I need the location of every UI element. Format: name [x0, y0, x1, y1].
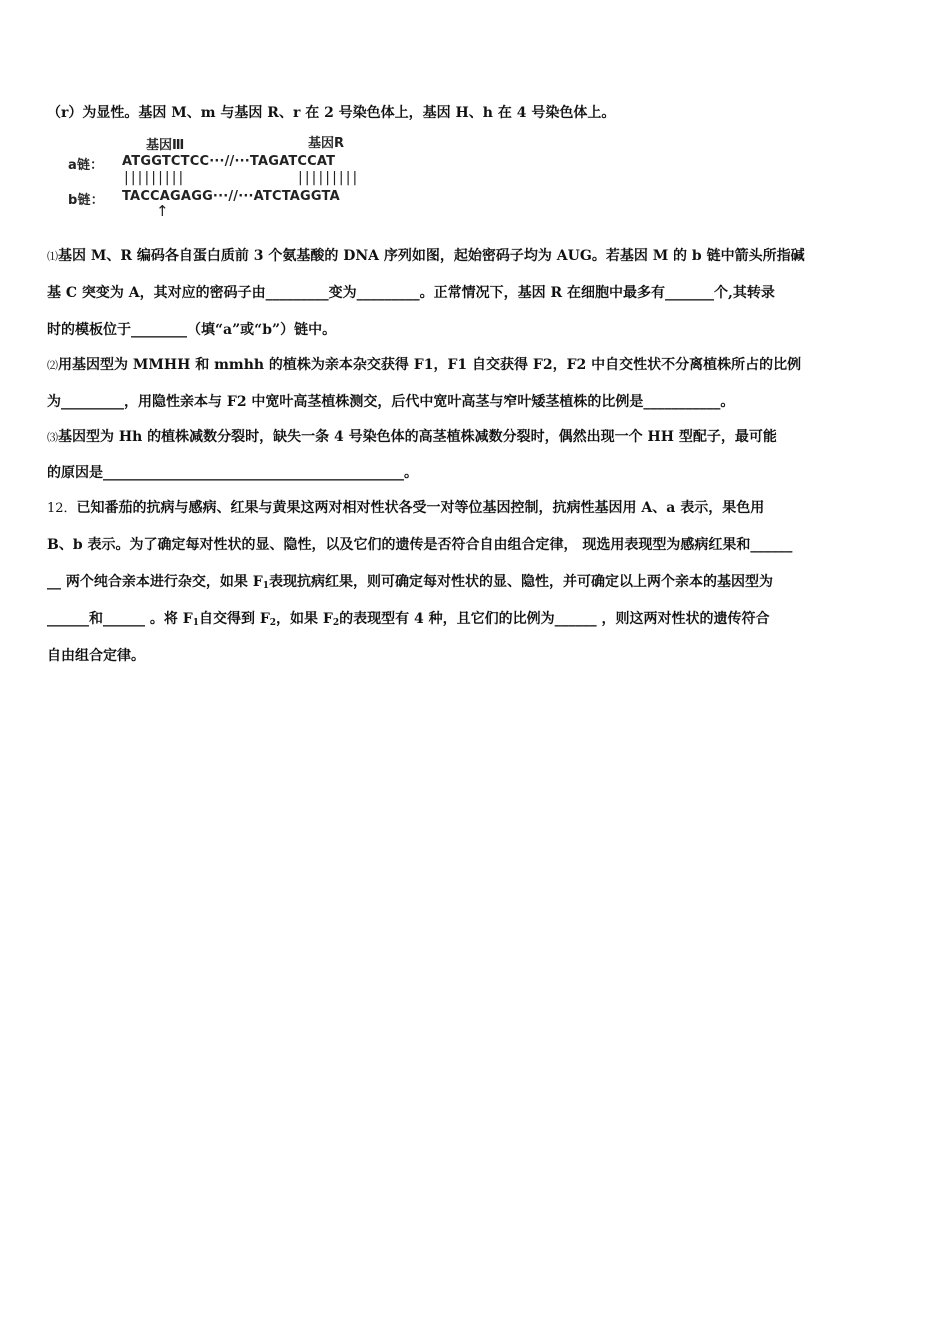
base-pair-bars-right: ||||||||| — [298, 170, 360, 186]
question-1-line-1 — [47, 246, 805, 267]
question-1-line-2: 基 C 突变为 A，其对应的密码子由_________变为_________。正常情况下，基因 R 在细胞中最多有_______个,其转录 — [47, 285, 775, 301]
q12c-part-1: __ 两个纯合亲本进行杂交，如果 F — [47, 574, 263, 590]
q12d-subscript-2: 2 — [269, 618, 277, 628]
question-12-number: 12． — [47, 501, 77, 516]
q12d-part-2: 自交得到 F — [198, 611, 270, 627]
q12d-part-1: ______和______ 。将 F — [47, 611, 193, 627]
b-strand-label: b链： — [68, 193, 104, 208]
question-3-line-1 — [47, 427, 777, 448]
a-strand-label: a链： — [68, 158, 104, 173]
gene-r-label: 基因R — [308, 136, 345, 151]
question-2-text-a: 用基因型为 MMHH 和 mmhh 的植株为亲本杂交获得 F1，F1 自交获得 F2，F2 中自交性状不分离植株所占的比例 — [58, 357, 802, 373]
base-pair-bars-left: ||||||||| — [124, 170, 186, 186]
question-12-text-a: 已知番茄的抗病与感病、红果与黄果这两对相对性状各受一对等位基因控制，抗病性基因用 A、a 表示，果色用 — [76, 500, 765, 516]
q12c-subscript: 1 — [262, 581, 269, 591]
question-12-line-1 — [47, 498, 764, 519]
q12d-subscript-1: 1 — [192, 618, 199, 628]
q12d-part-4: 的表现型有 4 种，且它们的比例为______ ，则这两对性状的遗传符合 — [339, 611, 770, 627]
question-1-number: ⑴ — [47, 250, 58, 263]
b-strand-sequence: TACCAGAGG···//···ATCTAGGTA — [122, 189, 340, 204]
q12d-subscript-3: 2 — [332, 618, 340, 628]
question-1-text-a: 基因 M、R 编码各自蛋白质前 3 个氨基酸的 DNA 序列如图，起始密码子均为 AUG。若基因 M 的 b 链中箭头所指碱 — [58, 248, 805, 264]
text-line-intro: （r）为显性。基因 M、m 与基因 R、r 在 2 号染色体上，基因 H、h 在 4 号染色体上。 — [47, 105, 616, 121]
question-1-line-3: 时的模板位于________（填“a”或“b”）链中。 — [47, 322, 337, 338]
question-2-line-2: 为_________，用隐性亲本与 F2 中宽叶高茎植株测交，后代中宽叶高茎与窄叶矮茎植株的比例是___________。 — [47, 394, 735, 410]
gene-m-label: 基因Ⅲ — [146, 138, 185, 153]
dna-sequence-diagram — [68, 132, 398, 224]
q12d-part-3: ，如果 F — [276, 611, 333, 627]
question-2-number: ⑵ — [47, 359, 58, 372]
question-12-line-3 — [47, 572, 773, 596]
question-2-line-1 — [47, 355, 801, 376]
question-12-line-4 — [47, 609, 770, 633]
a-strand-sequence: ATGGTCTCC···//···TAGATCCAT — [122, 154, 336, 169]
question-3-text-a: 基因型为 Hh 的植株减数分裂时，缺失一条 4 号染色体的高茎植株减数分裂时，偶然出现一个 HH 型配子，最可能 — [58, 429, 777, 445]
question-3-line-2: 的原因是___________________________________________。 — [47, 465, 418, 481]
question-3-number: ⑶ — [47, 431, 58, 444]
question-12-line-5: 自由组合定律。 — [47, 648, 145, 664]
question-12-line-2: B、b 表示。为了确定每对性状的显、隐性，以及它们的遗传是否符合自由组合定律， 现选用表现型为感病红果和______ — [47, 537, 793, 553]
q12c-part-2: 表现抗病红果，则可确定每对性状的显、隐性，并可确定以上两个亲本的基因型为 — [268, 574, 773, 590]
mutation-arrow-icon: ↑ — [156, 202, 169, 220]
